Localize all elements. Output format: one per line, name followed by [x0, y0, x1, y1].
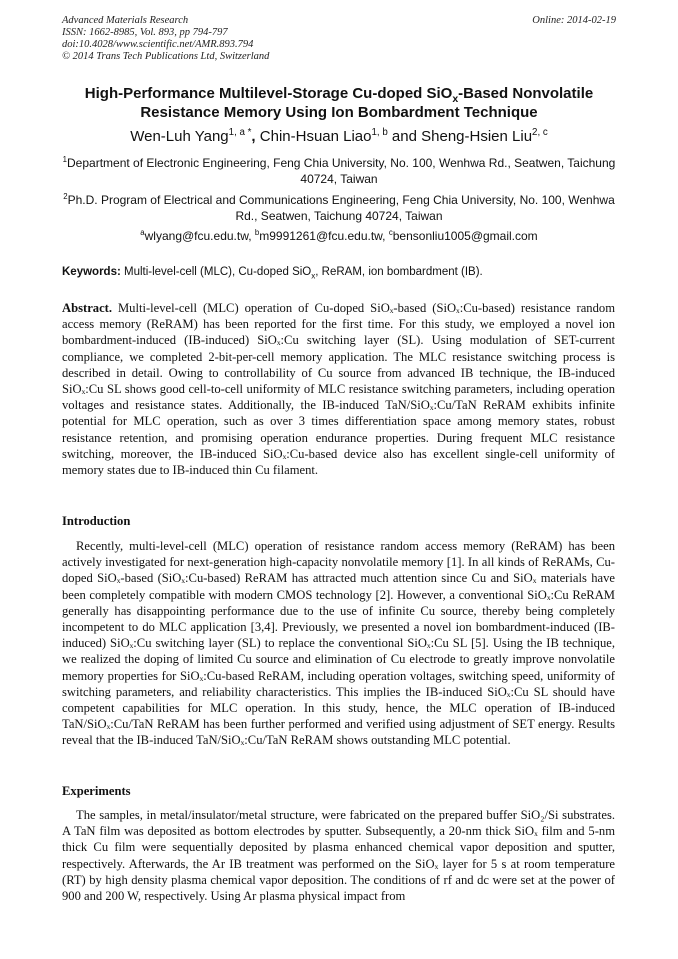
author-sep-2: and [387, 128, 422, 145]
email-c-sup: c [388, 228, 393, 237]
title-line2: Resistance Memory Using Ion Bombardment Technique [140, 104, 538, 121]
title-line1-post: -Based Nonvolatile [458, 85, 594, 102]
author-emails [40, 229, 638, 244]
affiliation-1-text: Department of Electronic Engineering, Feng Chia University, No. 100, Wenhwa Rd., Seatwen, Taichung 40724, Taiwan [67, 156, 616, 186]
title-subscript: x [452, 93, 459, 105]
author-3: Sheng-Hsien Liu [421, 128, 533, 145]
affiliation-2-sup: 2 [63, 192, 68, 201]
abstract-label: Abstract. [62, 301, 113, 315]
author-sep-1: , [251, 128, 260, 145]
author-2-sup: 1, b [371, 127, 388, 138]
paper-title [40, 84, 638, 122]
affiliation-2-text: Ph.D. Program of Electrical and Communications Engineering, Feng Chia University, No. 100, Wenhwa Rd., Seatwen, Taichung 40724, Taiwan [67, 193, 615, 223]
author-2: Chin-Hsuan Liao [259, 128, 372, 145]
introduction-text: Recently, multi-level-cell (MLC) operation of resistance random access memory (ReRAM) has been actively investigated for next-generation high-capacity nonvolatile memory [1]. In all kinds of ReRAMs, Cu-doped SiOₓ-based (SiOₓ:Cu-based) ReRAM has attracted much attention since Cu and SiOₓ materials have been completely compatible with modern CMOS technology [2]. However, a conventional SiOₓ:Cu ReRAM generally has disappointing performance due to the use of infinite Cu source, thereby being completely incompetent to do MLC application [3,4]. Previously, we presented a novel ion bombardment-induced (IB-induced) SiOₓ:Cu switching layer (SL) to replace the conventional SiOₓ:Cu SL [5]. Using the IB technique, we realized the doping of limited Cu source and elimination of Cu electrode to greatly improve nonvolatile memory properties for SiOₓ:Cu-based ReRAM, including operation voltages, switching speed, uniformity of switching parameters, and reliability characteristics. This implies the IB-induced SiOₓ:Cu SL should have competent capabilities for MLC operation. In this study, hence, the MLC operation of IB-induced TaN/SiOₓ:Cu/TaN ReRAM has been further performed and verified using adjustment of SET energy. Results reveal that the IB-induced TaN/SiOₓ:Cu/TaN ReRAM shows outstanding MLC potential. [62, 539, 615, 748]
experiments-text: The samples, in metal/insulator/metal structure, were fabricated on the prepared buffer SiO₂/Si substrates. A TaN film was deposited as bottom electrodes by sputter. Subsequently, a 20-nm thick SiOₓ film and 5-nm thick Cu film were sequentially deposited by plasma enhanced chemical vapor deposition and sputter, respectively. Afterwards, the Ar IB treatment was performed on the SiOₓ layer for 5 s at room temperature (RT) by high density plasma chemical vapor deposition. The conditions of rf and dc were set at the power of 900 and 200 W, respectively. Using Ar plasma physical impact from [62, 808, 615, 904]
affiliation-1 [60, 155, 618, 187]
email-c: bensonliu1005@gmail.com [392, 229, 538, 243]
abstract-text: Multi-level-cell (MLC) operation of Cu-doped SiOₓ-based (SiOₓ:Cu-based) resistance random access memory (ReRAM) has been reported for the first time. For this study, we employed a novel ion bombardment-induced (IB-induced) SiOₓ:Cu switching layer (SL). Using modulation of SET-current compliance, we completed 2-bit-per-cell memory application. The MLC resistance switching process is described in detail. Owing to controllability of Cu source from advanced IB technique, the IB-induced SiOₓ:Cu SL shows good cell-to-cell uniformity of MLC resistance switching parameters, including operation voltages and resistance states. Additionally, the IB-induced TaN/SiOₓ:Cu/TaN ReRAM exhibits infinite potential for MLC operation, such as over 3 times differentiation space among memory states, robust resistance retention, and promising operation endurance properties. During frequent MLC resistance switching, moreover, the IB-induced SiOₓ:Cu-based device also has excellent single-cell uniformity of memory states due to IB-induced thin Cu filament. [62, 301, 615, 478]
author-list [40, 128, 638, 146]
email-a: wlyang@fcu.edu.tw, [144, 229, 255, 243]
affiliation-2 [60, 192, 618, 224]
keywords-subscript: x [311, 271, 316, 281]
abstract [62, 300, 615, 478]
experiments-heading: Experiments [62, 784, 131, 798]
author-1: Wen-Luh Yang [130, 128, 229, 145]
email-b-sup: b [254, 228, 260, 237]
title-line1-pre: High-Performance Multilevel-Storage Cu-doped SiO [84, 85, 453, 102]
email-a-sup: a [140, 228, 145, 237]
email-b: m9991261@fcu.edu.tw, [259, 229, 389, 243]
author-3-sup: 2, c [532, 127, 548, 138]
keywords-text-pre: Multi-level-cell (MLC), Cu-doped SiO [120, 266, 312, 278]
affiliation-1-sup: 1 [62, 155, 68, 164]
introduction-heading: Introduction [62, 514, 131, 528]
online-date: Online: 2014-02-19 [532, 15, 616, 26]
journal-issn: ISSN: 1662-8985, Vol. 893, pp 794-797 [62, 27, 228, 38]
journal-copyright: © 2014 Trans Tech Publications Ltd, Switzerland [62, 51, 270, 62]
journal-name: Advanced Materials Research [62, 15, 189, 26]
keywords-label: Keywords: [62, 266, 121, 278]
keywords-text-post: , ReRAM, ion bombardment (IB). [315, 266, 483, 278]
author-1-sup: 1, a * [228, 127, 252, 138]
journal-header [62, 15, 616, 63]
journal-doi: doi:10.4028/www.scientific.net/AMR.893.794 [62, 39, 254, 50]
keywords [62, 265, 622, 280]
